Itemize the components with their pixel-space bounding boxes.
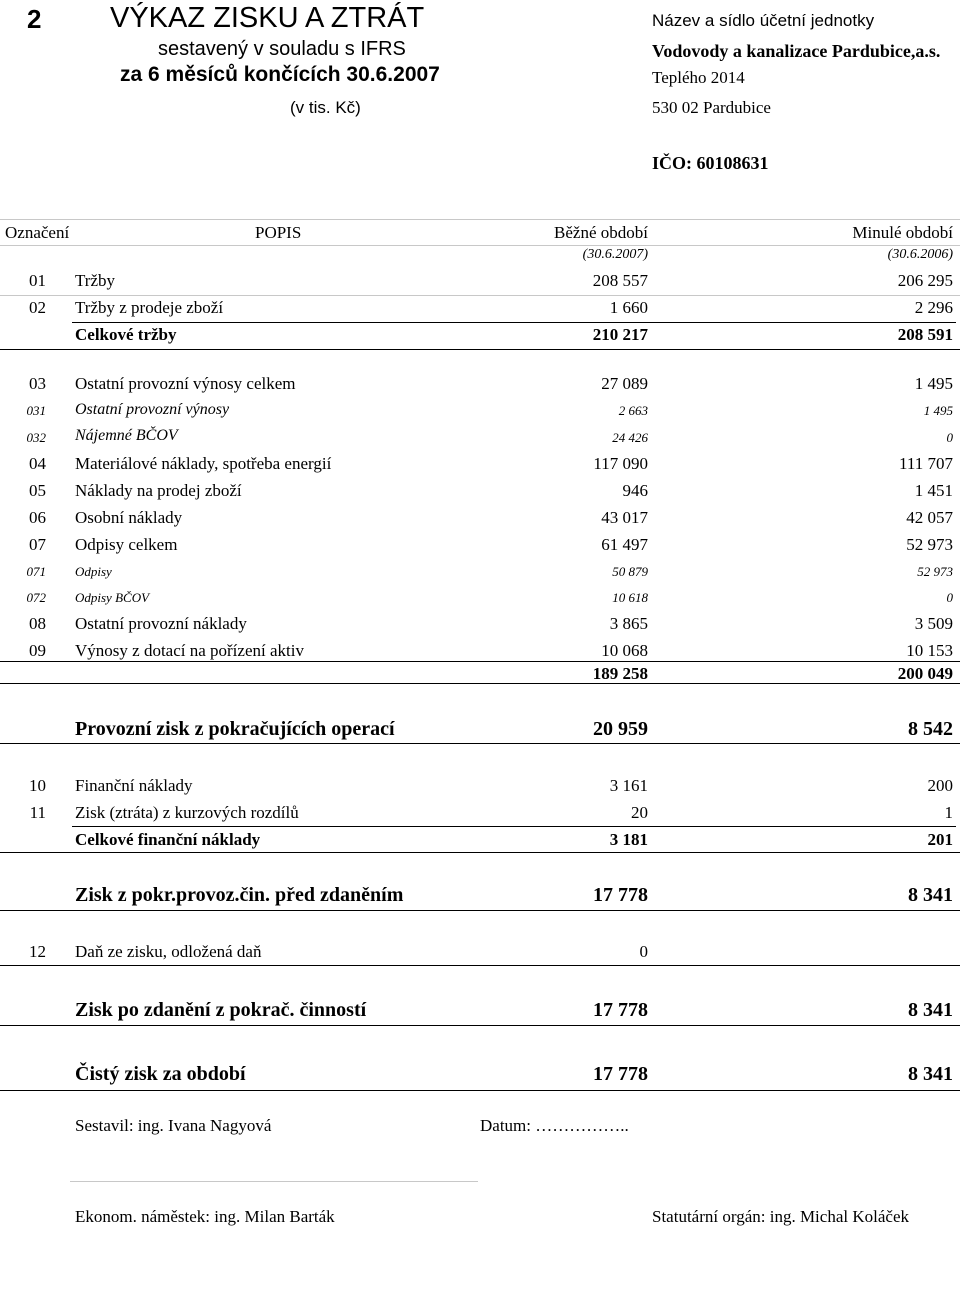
row-previous: 200: [927, 776, 953, 795]
row-rule: [0, 852, 960, 853]
row-desc: Odpisy celkem: [75, 535, 178, 554]
entity-name: Vodovody a kanalizace Pardubice,a.s.: [652, 41, 941, 61]
header-top-rule: [0, 219, 960, 220]
row-desc: Daň ze zisku, odložená daň: [75, 942, 262, 961]
row-desc: Ostatní provozní výnosy: [75, 401, 230, 418]
row-desc: Celkové finanční náklady: [75, 830, 261, 849]
col-header-desc: POPIS: [255, 223, 302, 242]
row-previous: 8 341: [908, 884, 953, 906]
header-mid-rule: [0, 245, 960, 246]
row-desc: Zisk po zdanění z pokrač. činností: [75, 999, 367, 1021]
col-header-previous-date: (30.6.2006): [887, 247, 953, 262]
row-desc: Odpisy: [75, 564, 112, 579]
row-current: 189 258: [592, 664, 648, 683]
col-header-code: Označení: [5, 223, 70, 242]
row-current: 50 879: [612, 564, 648, 579]
row-current: 3 181: [609, 830, 648, 849]
row-previous: 0: [946, 590, 953, 605]
row-current: 117 090: [593, 454, 648, 473]
date-field: Datum: ……………..: [480, 1116, 629, 1135]
row-previous: 206 295: [897, 271, 953, 290]
row-desc: Odpisy BČOV: [75, 590, 150, 605]
row-code: 032: [26, 430, 46, 445]
econ-director: Ekonom. náměstek: ing. Milan Barták: [75, 1207, 335, 1226]
row-rule: [0, 349, 960, 350]
row-current: 43 017: [601, 508, 648, 527]
row-current: 17 778: [593, 1063, 648, 1085]
row-code: 01: [29, 271, 46, 290]
subtotal-rule: [72, 322, 956, 323]
row-rule: [0, 910, 960, 911]
row-current: 61 497: [601, 535, 648, 554]
row-current: 0: [639, 942, 648, 961]
row-current: 20: [631, 803, 648, 822]
signature-line: [70, 1181, 478, 1182]
row-code: 08: [29, 614, 46, 633]
entity-label: Název a sídlo účetní jednotky: [652, 11, 875, 30]
row-previous: 3 509: [914, 614, 953, 633]
row-desc: Náklady na prodej zboží: [75, 481, 242, 500]
row-code: 05: [29, 481, 46, 500]
row-previous: 42 057: [906, 508, 953, 527]
row-code: 031: [26, 403, 46, 418]
row-previous: 208 591: [897, 325, 953, 344]
row-desc: Provozní zisk z pokračujících operací: [75, 718, 395, 740]
row-desc: Čistý zisk za období: [75, 1063, 246, 1085]
row-rule: [0, 965, 960, 966]
statutory-body: Statutární orgán: ing. Michal Koláček: [652, 1207, 909, 1226]
row-current: 2 663: [618, 403, 648, 418]
row-desc: Osobní náklady: [75, 508, 183, 527]
row-current: 210 217: [592, 325, 648, 344]
row-code: 02: [29, 298, 46, 317]
row-code: 03: [29, 374, 46, 393]
row-code: 09: [29, 641, 46, 660]
row-current: 208 557: [592, 271, 648, 290]
row-previous: 1 495: [923, 403, 953, 418]
row-previous: 111 707: [899, 454, 953, 473]
row-previous: 0: [946, 430, 953, 445]
row-desc: Tržby: [75, 271, 115, 290]
row-previous: 1 495: [914, 374, 953, 393]
row-rule: [0, 1025, 960, 1026]
row-code: 11: [29, 803, 46, 822]
subtotal-rule: [72, 826, 956, 827]
col-header-previous: Minulé období: [852, 223, 953, 242]
prepared-by: Sestavil: ing. Ivana Nagyová: [75, 1116, 272, 1135]
row-desc: Ostatní provozní výnosy celkem: [75, 374, 296, 393]
row-desc: Materiálové náklady, spotřeba energií: [75, 454, 332, 473]
entity-street: Teplého 2014: [652, 68, 745, 87]
total-rule-bottom: [0, 683, 960, 684]
row-desc: Tržby z prodeje zboží: [75, 298, 224, 317]
report-period: za 6 měsíců končících 30.6.2007: [120, 63, 440, 86]
row-desc: Ostatní provozní náklady: [75, 614, 247, 633]
row-code: 04: [29, 454, 46, 473]
total-rule-top: [0, 661, 960, 662]
row-desc: Celkové tržby: [75, 325, 177, 344]
entity-city: 530 02 Pardubice: [652, 98, 771, 117]
row-rule: [0, 743, 960, 744]
row-current: 1 660: [609, 298, 648, 317]
entity-ico: IČO: 60108631: [652, 153, 769, 173]
row-previous: 201: [927, 830, 953, 849]
col-header-current-date: (30.6.2007): [582, 247, 648, 262]
row-code: 071: [26, 564, 46, 579]
col-header-current: Běžné období: [554, 223, 648, 242]
row-previous: 52 973: [917, 564, 953, 579]
row-code: 06: [29, 508, 46, 527]
row-desc: Nájemné BČOV: [75, 427, 178, 444]
report-number: 2: [27, 4, 42, 34]
row-current: 24 426: [612, 430, 648, 445]
row-rule: [0, 1090, 960, 1091]
row-code: 12: [29, 942, 46, 961]
row-previous: 52 973: [906, 535, 953, 554]
row-current: 10 068: [601, 641, 648, 660]
row-current: 3 161: [609, 776, 648, 795]
row-code: 07: [29, 535, 46, 554]
row-code: 10: [29, 776, 46, 795]
row-previous: 8 341: [908, 999, 953, 1021]
row-current: 946: [622, 481, 648, 500]
row-previous: 200 049: [897, 664, 953, 683]
row-desc: Výnosy z dotací na pořízení aktiv: [75, 641, 304, 660]
row-rule: [0, 295, 960, 296]
row-previous: 2 296: [914, 298, 953, 317]
row-previous: 10 153: [906, 641, 953, 660]
row-previous: 8 542: [908, 718, 953, 740]
report-subtitle: sestavený v souladu s IFRS: [158, 38, 406, 60]
row-current: 3 865: [609, 614, 648, 633]
row-previous: 8 341: [908, 1063, 953, 1085]
report-unit: (v tis. Kč): [290, 98, 361, 117]
row-current: 20 959: [593, 718, 648, 740]
row-code: 072: [26, 590, 46, 605]
report-title: VÝKAZ ZISKU A ZTRÁT: [110, 2, 425, 34]
row-previous: 1 451: [914, 481, 953, 500]
row-current: 17 778: [593, 884, 648, 906]
row-current: 10 618: [612, 590, 648, 605]
row-desc: Zisk (ztráta) z kurzových rozdílů: [75, 803, 299, 822]
row-desc: Zisk z pokr.provoz.čin. před zdaněním: [75, 884, 404, 906]
row-current: 27 089: [601, 374, 648, 393]
row-desc: Finanční náklady: [75, 776, 193, 795]
row-previous: 1: [944, 803, 953, 822]
row-current: 17 778: [593, 999, 648, 1021]
